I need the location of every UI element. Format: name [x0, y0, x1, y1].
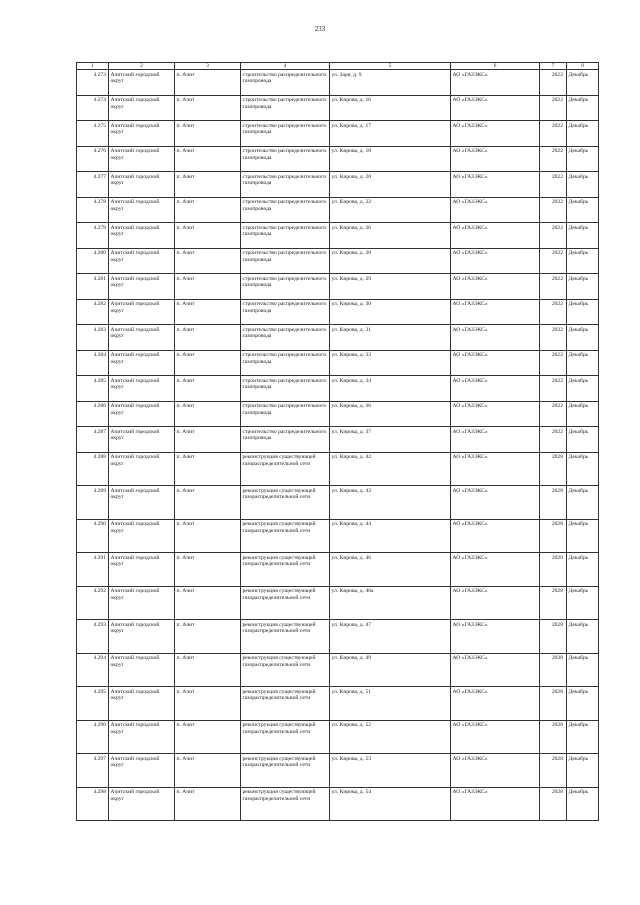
table-row: [77, 325, 599, 351]
row-number-cell: 4.285: [77, 376, 109, 402]
column-number: 7: [540, 63, 567, 70]
settlement-cell: п. Ачит: [175, 325, 241, 351]
table-row: [77, 754, 599, 788]
column-number: 3: [175, 63, 241, 70]
row-number-cell: 4.280: [77, 248, 109, 274]
row-number-cell: 4.293: [77, 620, 109, 654]
column-number: 2: [109, 63, 175, 70]
district-cell: Ачитский городской округ: [109, 586, 175, 620]
district-cell: Ачитский городской округ: [109, 95, 175, 121]
table-row: [77, 197, 599, 223]
year-cell: 2022: [540, 248, 567, 274]
year-cell: 2022: [540, 350, 567, 376]
column-number: 1: [77, 63, 109, 70]
row-number-cell: 4.273: [77, 70, 109, 96]
month-cell: Декабрь: [567, 376, 599, 402]
settlement-cell: п. Ачит: [175, 274, 241, 300]
year-cell: 2028: [540, 586, 567, 620]
district-cell: Ачитский городской округ: [109, 754, 175, 788]
settlement-cell: п. Ачит: [175, 70, 241, 96]
work-type-cell: строительство распределительного газопровода: [241, 146, 330, 172]
organization-cell: АО «ГАЗЭКС»: [451, 197, 540, 223]
work-type-cell: строительство распределительного газопровода: [241, 350, 330, 376]
table-row: [77, 146, 599, 172]
table-row: [77, 553, 599, 587]
column-number: 5: [330, 63, 451, 70]
work-type-cell: реконструкция существующей газораспределительной сети: [241, 452, 330, 486]
address-cell: ул. Кирова, д. 26: [330, 223, 451, 249]
page-number: 233: [314, 25, 326, 33]
month-cell: Декабрь: [567, 519, 599, 553]
settlement-cell: п. Ачит: [175, 586, 241, 620]
address-cell: ул. Кирова, д. 22: [330, 197, 451, 223]
month-cell: Декабрь: [567, 121, 599, 147]
year-cell: 2022: [540, 172, 567, 198]
row-number-cell: 4.295: [77, 687, 109, 721]
year-cell: 2028: [540, 486, 567, 520]
address-cell: ул. Кирова, д. 46а: [330, 586, 451, 620]
work-type-cell: строительство распределительного газопровода: [241, 325, 330, 351]
table-row: [77, 121, 599, 147]
year-cell: 2028: [540, 754, 567, 788]
month-cell: Декабрь: [567, 197, 599, 223]
year-cell: 2028: [540, 653, 567, 687]
organization-cell: АО «ГАЗЭКС»: [451, 95, 540, 121]
settlement-cell: п. Ачит: [175, 299, 241, 325]
year-cell: 2028: [540, 553, 567, 587]
table-row: [77, 787, 599, 821]
settlement-cell: п. Ачит: [175, 787, 241, 821]
year-cell: 2022: [540, 427, 567, 453]
district-cell: Ачитский городской округ: [109, 121, 175, 147]
address-cell: ул. Кирова, д. 47: [330, 620, 451, 654]
row-number-cell: 4.286: [77, 401, 109, 427]
settlement-cell: п. Ачит: [175, 401, 241, 427]
row-number-cell: 4.274: [77, 95, 109, 121]
address-cell: ул. Кирова, д. 20: [330, 172, 451, 198]
work-type-cell: реконструкция существующей газораспределительной сети: [241, 720, 330, 754]
work-type-cell: реконструкция существующей газораспределительной сети: [241, 787, 330, 821]
district-cell: Ачитский городской округ: [109, 653, 175, 687]
row-number-cell: 4.292: [77, 586, 109, 620]
year-cell: 2028: [540, 787, 567, 821]
row-number-cell: 4.288: [77, 452, 109, 486]
table-row: [77, 653, 599, 687]
settlement-cell: п. Ачит: [175, 376, 241, 402]
work-type-cell: реконструкция существующей газораспределительной сети: [241, 519, 330, 553]
organization-cell: АО «ГАЗЭКС»: [451, 754, 540, 788]
row-number-cell: 4.287: [77, 427, 109, 453]
district-cell: Ачитский городской округ: [109, 70, 175, 96]
table-row: [77, 274, 599, 300]
year-cell: 2028: [540, 720, 567, 754]
district-cell: Ачитский городской округ: [109, 350, 175, 376]
work-type-cell: строительство распределительного газопровода: [241, 427, 330, 453]
month-cell: Декабрь: [567, 586, 599, 620]
year-cell: 2022: [540, 299, 567, 325]
table-row: [77, 95, 599, 121]
year-cell: 2022: [540, 95, 567, 121]
district-cell: Ачитский городской округ: [109, 376, 175, 402]
organization-cell: АО «ГАЗЭКС»: [451, 401, 540, 427]
work-type-cell: строительство распределительного газопровода: [241, 223, 330, 249]
district-cell: Ачитский городской округ: [109, 787, 175, 821]
month-cell: Декабрь: [567, 620, 599, 654]
work-type-cell: строительство распределительного газопровода: [241, 121, 330, 147]
district-cell: Ачитский городской округ: [109, 299, 175, 325]
work-type-cell: строительство распределительного газопровода: [241, 274, 330, 300]
month-cell: Декабрь: [567, 350, 599, 376]
settlement-cell: п. Ачит: [175, 121, 241, 147]
year-cell: 2028: [540, 687, 567, 721]
work-type-cell: строительство распределительного газопровода: [241, 299, 330, 325]
month-cell: Декабрь: [567, 274, 599, 300]
settlement-cell: п. Ачит: [175, 452, 241, 486]
month-cell: Декабрь: [567, 553, 599, 587]
table-row: [77, 350, 599, 376]
address-cell: ул. Кирова, д. 16: [330, 95, 451, 121]
table-row: [77, 172, 599, 198]
settlement-cell: п. Ачит: [175, 350, 241, 376]
year-cell: 2028: [540, 620, 567, 654]
month-cell: Декабрь: [567, 70, 599, 96]
month-cell: Декабрь: [567, 427, 599, 453]
year-cell: 2022: [540, 223, 567, 249]
organization-cell: АО «ГАЗЭКС»: [451, 586, 540, 620]
row-number-cell: 4.278: [77, 197, 109, 223]
district-cell: Ачитский городской округ: [109, 452, 175, 486]
month-cell: Декабрь: [567, 172, 599, 198]
district-cell: Ачитский городской округ: [109, 486, 175, 520]
row-number-cell: 4.298: [77, 787, 109, 821]
work-type-cell: строительство распределительного газопровода: [241, 95, 330, 121]
work-type-cell: строительство распределительного газопровода: [241, 197, 330, 223]
row-number-cell: 4.283: [77, 325, 109, 351]
district-cell: Ачитский городской округ: [109, 274, 175, 300]
column-number: 4: [241, 63, 330, 70]
month-cell: Декабрь: [567, 452, 599, 486]
address-cell: ул. Заря, д. 9: [330, 70, 451, 96]
address-cell: ул. Кирова, д. 54: [330, 787, 451, 821]
row-number-cell: 4.297: [77, 754, 109, 788]
address-cell: ул. Кирова, д. 36: [330, 401, 451, 427]
address-cell: ул. Кирова, д. 28: [330, 248, 451, 274]
organization-cell: АО «ГАЗЭКС»: [451, 70, 540, 96]
settlement-cell: п. Ачит: [175, 720, 241, 754]
settlement-cell: п. Ачит: [175, 172, 241, 198]
work-type-cell: реконструкция существующей газораспределительной сети: [241, 486, 330, 520]
organization-cell: АО «ГАЗЭКС»: [451, 325, 540, 351]
settlement-cell: п. Ачит: [175, 486, 241, 520]
settlement-cell: п. Ачит: [175, 248, 241, 274]
row-number-cell: 4.294: [77, 653, 109, 687]
settlement-cell: п. Ачит: [175, 687, 241, 721]
settlement-cell: п. Ачит: [175, 95, 241, 121]
address-cell: ул. Кирова, д. 30: [330, 299, 451, 325]
row-number-cell: 4.282: [77, 299, 109, 325]
month-cell: Декабрь: [567, 787, 599, 821]
organization-cell: АО «ГАЗЭКС»: [451, 620, 540, 654]
year-cell: 2028: [540, 519, 567, 553]
address-cell: ул. Кирова, д. 33: [330, 350, 451, 376]
year-cell: 2022: [540, 325, 567, 351]
month-cell: Декабрь: [567, 325, 599, 351]
settlement-cell: п. Ачит: [175, 223, 241, 249]
table-row: [77, 586, 599, 620]
organization-cell: АО «ГАЗЭКС»: [451, 121, 540, 147]
organization-cell: АО «ГАЗЭКС»: [451, 274, 540, 300]
organization-cell: АО «ГАЗЭКС»: [451, 350, 540, 376]
month-cell: Декабрь: [567, 223, 599, 249]
month-cell: Декабрь: [567, 299, 599, 325]
district-cell: Ачитский городской округ: [109, 197, 175, 223]
month-cell: Декабрь: [567, 720, 599, 754]
work-type-cell: строительство распределительного газопровода: [241, 70, 330, 96]
table-row: [77, 401, 599, 427]
year-cell: 2022: [540, 121, 567, 147]
work-type-cell: реконструкция существующей газораспределительной сети: [241, 620, 330, 654]
organization-cell: АО «ГАЗЭКС»: [451, 172, 540, 198]
address-cell: ул. Кирова, д. 44: [330, 519, 451, 553]
year-cell: 2022: [540, 70, 567, 96]
address-cell: ул. Кирова, д. 37: [330, 427, 451, 453]
year-cell: 2028: [540, 452, 567, 486]
organization-cell: АО «ГАЗЭКС»: [451, 299, 540, 325]
organization-cell: АО «ГАЗЭКС»: [451, 653, 540, 687]
work-type-cell: реконструкция существующей газораспределительной сети: [241, 586, 330, 620]
address-cell: ул. Кирова, д. 46: [330, 553, 451, 587]
table-row: [77, 299, 599, 325]
district-cell: Ачитский городской округ: [109, 325, 175, 351]
table-row: [77, 248, 599, 274]
organization-cell: АО «ГАЗЭКС»: [451, 519, 540, 553]
table-row: [77, 452, 599, 486]
row-number-cell: 4.276: [77, 146, 109, 172]
settlement-cell: п. Ачит: [175, 146, 241, 172]
row-number-cell: 4.290: [77, 519, 109, 553]
district-cell: Ачитский городской округ: [109, 427, 175, 453]
organization-cell: АО «ГАЗЭКС»: [451, 486, 540, 520]
district-cell: Ачитский городской округ: [109, 553, 175, 587]
row-number-cell: 4.291: [77, 553, 109, 587]
table-row: [77, 427, 599, 453]
settlement-cell: п. Ачит: [175, 519, 241, 553]
row-number-cell: 4.289: [77, 486, 109, 520]
settlement-cell: п. Ачит: [175, 427, 241, 453]
table-row: [77, 519, 599, 553]
month-cell: Декабрь: [567, 95, 599, 121]
address-cell: ул. Кирова, д. 42: [330, 452, 451, 486]
address-cell: ул. Кирова, д. 43: [330, 486, 451, 520]
work-type-cell: реконструкция существующей газораспределительной сети: [241, 653, 330, 687]
month-cell: Декабрь: [567, 687, 599, 721]
work-type-cell: строительство распределительного газопровода: [241, 401, 330, 427]
address-cell: ул. Кирова, д. 53: [330, 754, 451, 788]
row-number-cell: 4.275: [77, 121, 109, 147]
organization-cell: АО «ГАЗЭКС»: [451, 248, 540, 274]
district-cell: Ачитский городской округ: [109, 687, 175, 721]
year-cell: 2022: [540, 274, 567, 300]
organization-cell: АО «ГАЗЭКС»: [451, 376, 540, 402]
table-row: [77, 620, 599, 654]
table-row: [77, 70, 599, 96]
organization-cell: АО «ГАЗЭКС»: [451, 687, 540, 721]
organization-cell: АО «ГАЗЭКС»: [451, 720, 540, 754]
table-row: [77, 223, 599, 249]
column-number: 8: [567, 63, 599, 70]
column-number: 6: [451, 63, 540, 70]
table-row: [77, 687, 599, 721]
table-row: [77, 720, 599, 754]
row-number-cell: 4.284: [77, 350, 109, 376]
address-cell: ул. Кирова, д. 51: [330, 687, 451, 721]
address-cell: ул. Кирова, д. 18: [330, 146, 451, 172]
work-type-cell: строительство распределительного газопровода: [241, 172, 330, 198]
district-cell: Ачитский городской округ: [109, 401, 175, 427]
year-cell: 2022: [540, 376, 567, 402]
year-cell: 2022: [540, 146, 567, 172]
address-cell: ул. Кирова, д. 31: [330, 325, 451, 351]
month-cell: Декабрь: [567, 248, 599, 274]
work-type-cell: реконструкция существующей газораспределительной сети: [241, 553, 330, 587]
row-number-cell: 4.281: [77, 274, 109, 300]
organization-cell: АО «ГАЗЭКС»: [451, 452, 540, 486]
organization-cell: АО «ГАЗЭКС»: [451, 223, 540, 249]
organization-cell: АО «ГАЗЭКС»: [451, 427, 540, 453]
district-cell: Ачитский городской округ: [109, 620, 175, 654]
address-cell: ул. Кирова, д. 17: [330, 121, 451, 147]
address-cell: ул. Кирова, д. 29: [330, 274, 451, 300]
work-type-cell: реконструкция существующей газораспределительной сети: [241, 687, 330, 721]
table-row: [77, 486, 599, 520]
year-cell: 2022: [540, 401, 567, 427]
row-number-cell: 4.296: [77, 720, 109, 754]
month-cell: Декабрь: [567, 754, 599, 788]
address-cell: ул. Кирова, д. 34: [330, 376, 451, 402]
organization-cell: АО «ГАЗЭКС»: [451, 553, 540, 587]
district-cell: Ачитский городской округ: [109, 519, 175, 553]
row-number-cell: 4.279: [77, 223, 109, 249]
settlement-cell: п. Ачит: [175, 653, 241, 687]
district-cell: Ачитский городской округ: [109, 248, 175, 274]
gas-works-table: [76, 62, 599, 821]
month-cell: Декабрь: [567, 653, 599, 687]
district-cell: Ачитский городской округ: [109, 223, 175, 249]
settlement-cell: п. Ачит: [175, 553, 241, 587]
address-cell: ул. Кирова, д. 49: [330, 653, 451, 687]
address-cell: ул. Кирова, д. 52: [330, 720, 451, 754]
month-cell: Декабрь: [567, 146, 599, 172]
organization-cell: АО «ГАЗЭКС»: [451, 787, 540, 821]
district-cell: Ачитский городской округ: [109, 172, 175, 198]
month-cell: Декабрь: [567, 486, 599, 520]
table-row: [77, 376, 599, 402]
district-cell: Ачитский городской округ: [109, 146, 175, 172]
work-type-cell: реконструкция существующей газораспределительной сети: [241, 754, 330, 788]
settlement-cell: п. Ачит: [175, 620, 241, 654]
month-cell: Декабрь: [567, 401, 599, 427]
column-number-row: [77, 63, 599, 70]
district-cell: Ачитский городской округ: [109, 720, 175, 754]
work-type-cell: строительство распределительного газопровода: [241, 376, 330, 402]
work-type-cell: строительство распределительного газопровода: [241, 248, 330, 274]
row-number-cell: 4.277: [77, 172, 109, 198]
year-cell: 2022: [540, 197, 567, 223]
settlement-cell: п. Ачит: [175, 754, 241, 788]
settlement-cell: п. Ачит: [175, 197, 241, 223]
organization-cell: АО «ГАЗЭКС»: [451, 146, 540, 172]
